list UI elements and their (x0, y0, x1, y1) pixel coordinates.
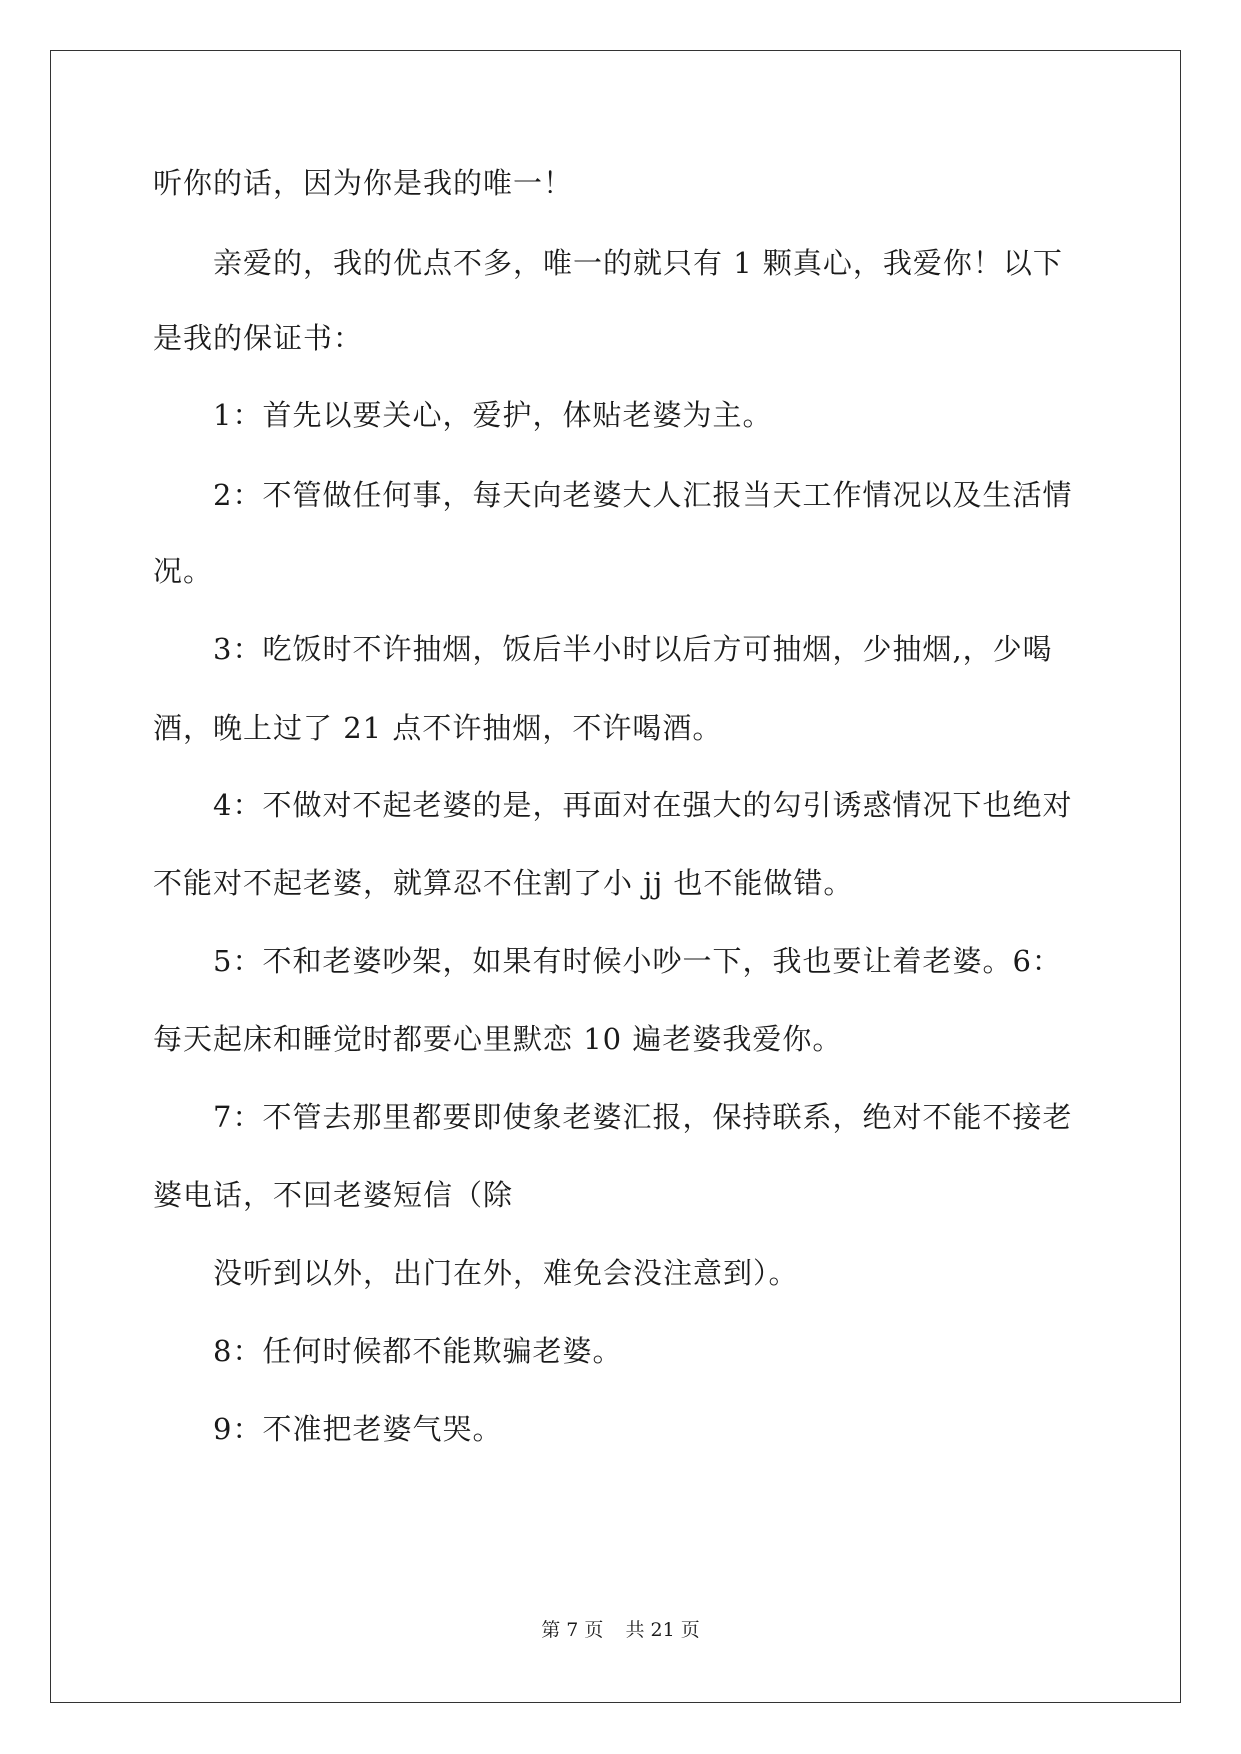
text-line-11: 5：不和老婆吵架，如果有时候小吵一下，我也要让着老婆。6： (213, 944, 1062, 978)
text-line-4: 1：首先以要关心，爱护，体贴老婆为主。 (213, 398, 773, 432)
text-line-7: 3：吃饭时不许抽烟，饭后半小时以后方可抽烟，少抽烟,，少喝 (213, 632, 1053, 666)
text-line-3: 是我的保证书： (153, 321, 364, 355)
text-line-14: 婆电话，不回老婆短信（除 (153, 1178, 514, 1212)
text-line-17: 9：不准把老婆气哭。 (213, 1412, 503, 1446)
total-pages: 共 21 页 (625, 1619, 700, 1641)
text-line-5: 2：不管做任何事，每天向老婆大人汇报当天工作情况以及生活情 (213, 478, 1073, 512)
text-line-12: 每天起床和睡觉时都要心里默恋 10 遍老婆我爱你。 (153, 1022, 843, 1056)
text-line-1: 听你的话，因为你是我的唯一！ (153, 166, 574, 200)
text-line-13: 7：不管去那里都要即使象老婆汇报，保持联系，绝对不能不接老 (213, 1100, 1073, 1134)
text-line-10: 不能对不起老婆，就算忍不住割了小 jj 也不能做错。 (153, 866, 854, 900)
text-line-2: 亲爱的，我的优点不多，唯一的就只有 1 颗真心，我爱你！以下 (213, 246, 1063, 280)
text-line-6: 况。 (153, 554, 214, 588)
text-line-8: 酒，晚上过了 21 点不许抽烟，不许喝酒。 (153, 711, 723, 745)
text-line-16: 8：任何时候都不能欺骗老婆。 (213, 1334, 623, 1368)
page-footer (0, 1618, 1241, 1642)
page-number: 第 7 页 (541, 1619, 604, 1641)
text-line-9: 4：不做对不起老婆的是，再面对在强大的勾引诱惑情况下也绝对 (213, 788, 1073, 822)
text-line-15: 没听到以外，出门在外，难免会没注意到）。 (213, 1256, 799, 1290)
